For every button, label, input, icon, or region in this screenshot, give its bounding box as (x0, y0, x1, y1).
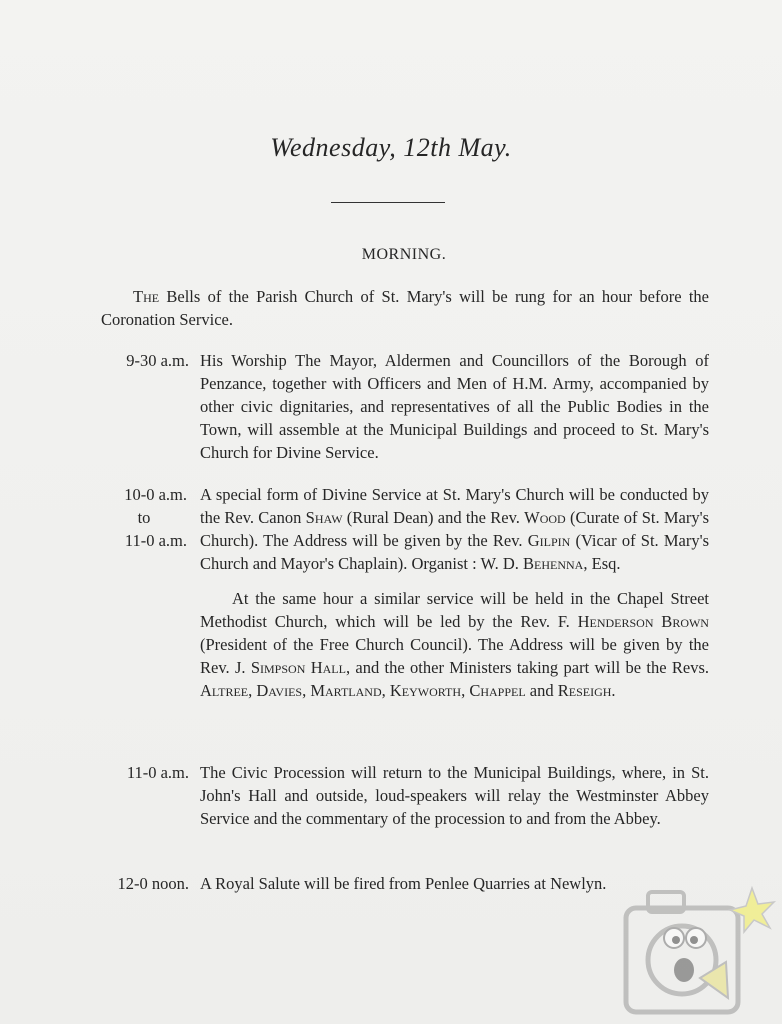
camera-mascot-watermark-icon (618, 878, 778, 1020)
entry-body (200, 483, 709, 702)
intro-paragraph (101, 285, 709, 331)
entry-time-from: 10-0 a.m. (124, 485, 187, 504)
text-run: (Curate of St. Mary's Church). The Address will be given by the Rev. (200, 508, 709, 550)
entry-text: A Royal Salute will be fired from Penlee Quarries at Newlyn. (200, 874, 607, 893)
page-title: Wednesday, 12th May. (270, 133, 512, 162)
section-heading: MORNING. (361, 246, 447, 263)
entry-text: The Civic Procession will return to the Municipal Buildings, where, in St. John's Hall and outside, loud-speakers will relay the Westminster Abbey Service and the commentary of the procession to and from the Abbey. (200, 763, 709, 828)
name-martland: Martland (310, 681, 382, 700)
name-behenna: Behenna (523, 554, 584, 573)
text-run: , (381, 681, 390, 700)
text-run: At the same hour a similar service will be held in the Chapel Street Methodist Church, which will be led by the Rev. F. (200, 589, 709, 631)
text-run: . (611, 681, 616, 700)
entry-time: 12-0 noon. (117, 874, 189, 893)
text-run: , Esq. (583, 554, 621, 573)
text-run: (Rural Dean) and the Rev. (342, 508, 525, 527)
entry-paragraph (200, 587, 709, 702)
name-gilpin: Gilpin (527, 531, 571, 550)
title-rule (331, 202, 445, 203)
entry-time: 11-0 a.m. (126, 763, 189, 782)
name-reseigh: Reseigh (557, 681, 612, 700)
name-chappel: Chappel (469, 681, 526, 700)
text-run: , and the other Ministers taking part will be the Revs. (345, 658, 709, 677)
name-shaw: Shaw (305, 508, 343, 527)
name-wood: Wood (524, 508, 566, 527)
entry-time-to: 11-0 a.m. (124, 531, 187, 550)
entry-time: 9-30 a.m. (126, 351, 189, 370)
text-run: (Vicar of St. Mary's Church and Mayor's Chaplain). Organist : W. D. (200, 531, 709, 573)
name-altree: Altree (200, 681, 249, 700)
name-simpson-hall: Simpson Hall (250, 658, 346, 677)
name-davies: Davies (256, 681, 303, 700)
intro-lead: The (133, 287, 160, 306)
entry-paragraph (200, 483, 709, 575)
text-run: , (248, 681, 257, 700)
entry-text: His Worship The Mayor, Aldermen and Councillors of the Borough of Penzance, together with Officers and Men of H.M. Army, accompanied by other civic dignitaries, and representatives of all the Public Bodies in the Town, will assemble at the Municipal Buildings and proceed to St. Mary's Church for Divine Service. (200, 351, 709, 462)
text-run: and (525, 681, 558, 700)
text-run: , (302, 681, 311, 700)
entry-time-to-word: to (137, 508, 151, 527)
text-run: (President of the Free Church Council). The Address will be given by the Rev. J. (200, 635, 709, 677)
intro-text: Bells of the Parish Church of St. Mary's will be rung for an hour before the Coronation Service. (101, 287, 709, 329)
text-run: A special form of Divine Service at St. Mary's Church will be conducted by the Rev. Canon (200, 485, 709, 527)
name-keyworth: Keyworth (389, 681, 462, 700)
text-run: , (461, 681, 470, 700)
name-henderson-brown: Henderson Brown (577, 612, 709, 631)
entry-time-range (101, 483, 189, 552)
